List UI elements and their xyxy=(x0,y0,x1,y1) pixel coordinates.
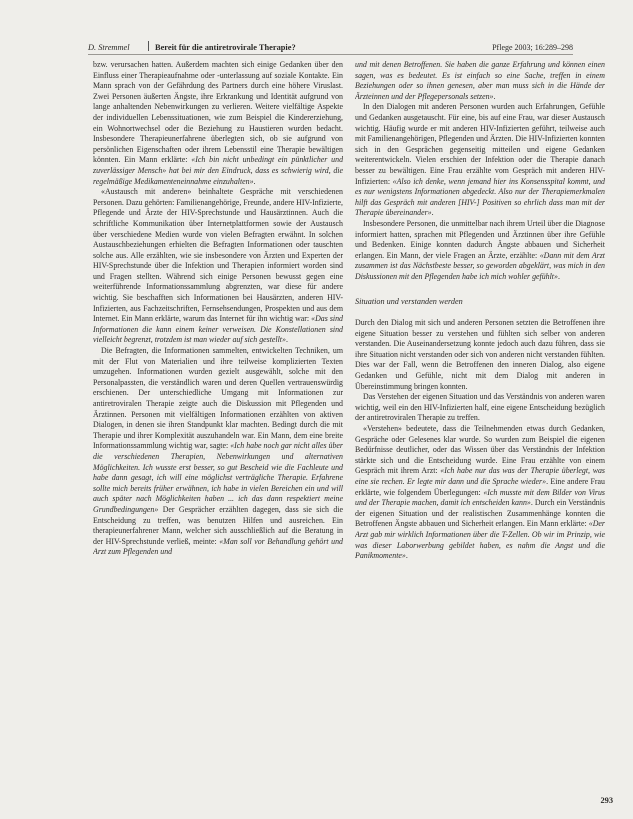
paragraph xyxy=(355,424,605,562)
text-run: Die Befragten, die Informationen sammelten, entwickelten Techniken, um mit der Flut von Materialien und ihre teilweise komplizierten Texten umzugehen. Informationen wurden gezielt ausgewählt, solche mit den Personalpassten, die verständlich waren und deren Quellen vertrauenswürdig erschienen. Der unterschiedliche Umgang mit Informationen zur antiretroviralen Therapie zeigte auch die Diskussion mit Pflegenden und Ärztinnen. Personen mit vielfältigen Informationen erzählten von aktiven Dialogen, in denen sie ihren Standpunkt klar machten. Bedingt durch die mit Therapie und ihrer Komplexität auszuhandeln war. Ein Mann, dem eine breite Informationssammlung wichtig war, sagte: xyxy=(93,346,343,451)
text-run: «Verstehen» bedeutete, dass die Teilnehmenden etwas durch Gedanken, Gespräche oder Gelesenes klar wurde. So wurden zum Beispiel die eigenen Bedürfnisse deutlicher, oder das Wissen über das Verständnis der Infektion stärkte sich und die Entscheidung wurde. Eine Frau erzählte von einem Gespräch mit ihrem Arzt: xyxy=(355,424,605,476)
running-header xyxy=(88,38,573,55)
text-run: . Eine andere Frau erklärte, wie folgendem Überlegungen: xyxy=(355,476,605,497)
paragraph xyxy=(93,346,343,558)
header-separator xyxy=(148,41,149,51)
quoted-text: «Dann mit dem Arzt zusammen ist das Nächstbeste besser, so geworden abgeklärt, was mich in den Diskussionen mit den Pflegenden habe ich mich wohler gefühlt» xyxy=(355,250,605,281)
text-column-left xyxy=(93,60,343,790)
text-run: . xyxy=(557,271,560,281)
text-run: «Austausch mit anderen» beinhaltete Gespräche mit verschiedenen Personen. Dazu gehörten: Familienangehörige, Freunde, andere HIV-Infizierte, Pflegende und Ärzte der HIV-Sprechstunde und Hausärztinnen. Auch die schriftliche Kommunikation über Internetplattformen sowie der Austausch über verschiedene Medien wurde von vielen Befragten erwähnt. In solchen Austauschbeziehungen erhielten die Befragten Informationen oder tauschten solche aus. Alle erzählten, wie sie insbesondere von Ärzten und Experten der HIV-Sprechstunde über die Infektion und Therapien informiert worden sind und Fragen stellten. Während sich einige Personen bewusst gegen eine weiterführende Informationssammlung abgrenzten, war diese für andere wichtig. Sie beschafften sich Informationen bei Hausärzten, anderen HIV-Infizierten, aus Fachzeitschriften, Fernsehsendungen, Prospekten und aus dem Internet. Ein Mann erklärte, warum das Internet für ihn wichtig war: xyxy=(93,187,343,324)
text-run: Situation und verstanden werden xyxy=(355,297,463,307)
text-run: Das Verstehen der eigenen Situation und das Verständnis von anderen waren wichtig, weil ein den HIV-Infizierten half, eine eigene Entscheidung bezüglich der antiretroviralen Therapie zu treffen. xyxy=(355,392,605,423)
text-column-right xyxy=(355,60,605,790)
paragraph xyxy=(355,102,605,219)
text-run: . Durch ein Verständnis der eigenen Situation und der realistischen Zusammenhänge konnten die Betroffenen Ängste abbauen und Sicherheit erlangen. Ein Mann erklärte: xyxy=(355,498,605,529)
paragraph xyxy=(93,187,343,346)
page-number: 293 xyxy=(600,796,613,805)
header-author: D. Stremmel xyxy=(88,43,130,52)
text-run: . xyxy=(431,208,434,218)
quoted-text: «Ich bin nicht unbedingt ein pünktlicher und zuverlässiger Mensch» hat bei mir den Eindruck, dass es schwierig wird, die regelmäßige Medikamenteneinnahme einzuhalten» xyxy=(93,155,343,186)
text-run: In den Dialogen mit anderen Personen wurden auch Erfahrungen, Gefühle und Gedanken ausgetauscht. Für eine, bis auf eine Frau, war dieser Austausch wichtig. Häufig wurde er mit anderen HIV-Infizierten geführt, teilweise auch mit Familienangehörigen, Pflegenden und Ärzten. Die HIV-Infizierten konnten sich in den Gesprächen gegenseitig mitteilen und eigene Gedanken weiterentwickeln. Vielen erschien der Infektion oder die Therapie danach besser zu bewältigen. Eine Frau erzählte vom Gespräch mit anderen HIV-Infizierten: xyxy=(355,102,605,186)
quoted-text: «Das sind Informationen die kann einem keiner verweisen. Die Konstellationen sind vielleicht begrenzt, trotzdem ist man wieder auf sich gestellt» xyxy=(93,314,343,345)
text-run: . xyxy=(493,91,496,101)
text-run: . xyxy=(405,551,408,561)
header-journal: Pflege 2003; 16:289–298 xyxy=(492,43,573,52)
text-run: Der Gesprächer erzählten dagegen, dass sie sich die Entscheidung zu treffen, was benutzen Hilfen und ausreichen. Ein therapieunerfahrener Mann, welcher sich ausschließlich auf die Beratung in der HIV-Sprechstunde verließ, meinte: xyxy=(93,504,343,546)
text-run: . xyxy=(253,176,256,186)
paragraph xyxy=(355,219,605,283)
paragraph xyxy=(355,318,605,392)
quoted-text: «Ich habe noch gar nicht alles über die verschiedenen Therapien, Nebenwirkungen und alternativen Möglichkeiten. Ich wusste erst besser, so gut Bescheid wie die Fachleute und habe dann gesagt, ich will eine möglichst verträgliche Therapie. Erfahrene sollte mich bereits früher erwähnen, ich habe in vielen Bereichen ein und will auch später nach Möglichkeiten haben ... ich das dann respektiert meine Grundbedingungen» xyxy=(93,441,343,514)
header-title: Bereit für die antiretrovirale Therapie? xyxy=(155,43,296,52)
text-run: Durch den Dialog mit sich und anderen Personen setzten die Betroffenen ihre eigene Situation besser zu verstehen und fühlten sich selber von anderen verstanden. Die Auseinandersetzung konnte jedoch auch dazu führen, dass sie ihre Situation nicht verstanden oder sich von anderen nicht verstanden fühlten. Dies war der Fall, wenn die Betroffenen den inneren Dialog, also eigene Gedanken und Gefühle, nicht mit dem Dialog mit anderen in Übereinstimmung bringen konnten. xyxy=(355,318,605,391)
text-run: bzw. verursachen hatten. Außerdem machten sich einige Gedanken über den Einfluss einer Therapieaufnahme oder -unterlassung auf soziale Kontakte. Ein Mann sprach von der Gefährdung des Partners durch eine höhere Viruslast. Zwei Personen äußerten Ängste, ihre Erkrankung und Identität aufgrund von lange anhaltenden Nebenwirkungen zu verlieren. Weitere vielfältige Aspekte der individuellen Lebenssituationen, wie zum Beispiel die Kindererziehung, ein Wohnortwechsel oder die Beziehung zu Haustieren wurden bedacht. Insbesondere Therapieunerfahrene überlegten sich, ob sie aufgrund von persönlichen Eigenschaften oder ihrem Lebensstil eine Therapie bewältigen könnten. Ein Mann erklärte: xyxy=(93,60,343,165)
quoted-text: «Also ich denke, wenn jemand hier ins Konsensspital kommt, und es nur wenigstens Informationen abgedeckt. Also nur der Therapiemerkmalen hilft das Gespräch mit anderen [HIV-] Positiven so ehrlich dass man mit der Therapie übereinander» xyxy=(355,176,605,218)
quoted-text: «Der Arzt gab mir wirklich Informationen über die T-Zellen. Ob wir im Prinzip, wie was dieser Laborwerbung gebildet haben, es nahm die Angst und die Panikmomente» xyxy=(355,519,605,561)
quoted-text: «Ich musste mit dem Bilder von Virus und der Therapie machen, damit ich entscheiden kann» xyxy=(355,487,605,508)
paragraph xyxy=(355,392,605,424)
section-heading xyxy=(355,297,605,308)
paragraph xyxy=(355,60,605,102)
quoted-text: «Man soll vor Behandlung gehört und Arzt zum Pflegenden und xyxy=(93,536,343,557)
quoted-text: und mit denen Betroffenen. Sie haben die ganze Erfahrung und können einen sagen, was es bedeutet. Es ist einfach so eine Sache, treffen in einem Beziehungen oder so ihnen genesen, aber man muss sich in die Hände der Ärzteinnen und der Pflegepersonals setzen» xyxy=(355,60,605,101)
text-run: Insbesondere Personen, die unmittelbar nach ihrem Urteil über die Diagnose informiert hatten, sprachen mit Pflegenden und Ärztinnen über ihre Gefühle und Bedenken. Einige konnten dadurch Ängste abbauen und Sicherheit erlangen. Ein Mann, der viele Fragen an Ärzte, erzählte: xyxy=(355,218,605,260)
text-run: . xyxy=(285,335,288,345)
paragraph xyxy=(93,60,343,187)
quoted-text: «Ich habe nur das was der Therapie überlegt, was eine sie rechen. Er legte mir dann und die Sprache wieder» xyxy=(355,466,605,486)
